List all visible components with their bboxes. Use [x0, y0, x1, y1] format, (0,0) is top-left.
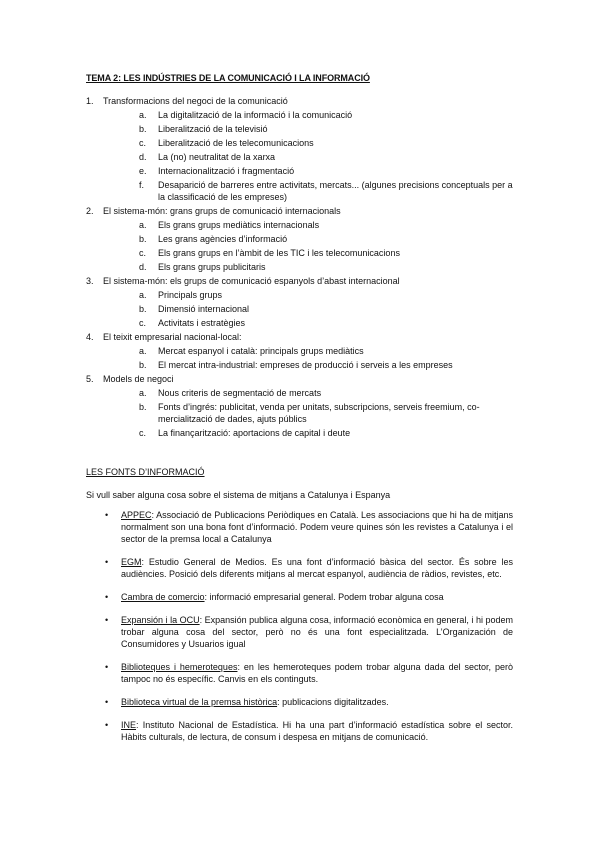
sub-item — [103, 165, 516, 177]
section-intro: Si vull saber alguna cosa sobre el sistema de mitjans a Catalunya i Espanya — [86, 490, 391, 500]
outline-item — [86, 331, 516, 371]
source-name: Cambra de comercio — [121, 592, 205, 602]
sub-letter: f. — [139, 180, 145, 190]
sub-text: Liberalització de les telecomunicacions — [158, 138, 314, 148]
sub-item — [103, 233, 516, 245]
outline-number: 5. — [86, 374, 94, 384]
sub-text: Els grans grups publicitaris — [158, 262, 266, 272]
source-name: Expansión i la OCU — [121, 615, 200, 625]
sub-text: Les grans agències d’informació — [158, 234, 288, 244]
sub-list — [103, 109, 516, 203]
sub-list — [103, 289, 516, 329]
sub-text: La digitalització de la informació i la comunicació — [158, 110, 353, 120]
outline-item — [86, 95, 516, 203]
topic-outline — [86, 95, 516, 441]
sub-text: Nous criteris de segmentació de mercats — [158, 388, 322, 398]
outline-label: El sistema-món: els grups de comunicació espanyols d’abast internacional — [103, 276, 400, 286]
sub-item — [103, 137, 516, 149]
sub-letter: a. — [139, 110, 147, 120]
source-item — [86, 556, 513, 580]
sub-item — [103, 151, 516, 163]
source-description: : publicacions digitalitzades. — [277, 697, 389, 707]
outline-number: 4. — [86, 332, 94, 342]
bullet-icon: • — [105, 510, 109, 520]
sub-text: Mercat espanyol i català: principals grups mediàtics — [158, 346, 364, 356]
sub-letter: b. — [139, 124, 147, 134]
sub-text: La (no) neutralitat de la xarxa — [158, 152, 276, 162]
outline-label: Transformacions del negoci de la comunicació — [103, 96, 288, 106]
source-description: : en les hemeroteques podem trobar alguna dada del sector, però tampoc no és específic. Canvis en els continguts. — [121, 662, 513, 684]
sub-item — [103, 109, 516, 121]
sub-letter: e. — [139, 166, 147, 176]
source-name: INE — [121, 720, 137, 730]
source-item — [86, 661, 513, 685]
source-item — [86, 509, 513, 545]
sub-item — [103, 261, 516, 273]
outline-number: 3. — [86, 276, 94, 286]
sub-item — [103, 317, 516, 329]
outline-item — [86, 205, 516, 273]
sub-item — [103, 401, 516, 425]
section-heading-fonts: LES FONTS D’INFORMACIÓ — [86, 467, 205, 477]
source-item — [86, 719, 513, 743]
sub-text: Liberalització de la televisió — [158, 124, 268, 134]
sub-letter: a. — [139, 346, 147, 356]
sub-item — [103, 219, 516, 231]
sub-item — [103, 247, 516, 259]
bullet-icon: • — [105, 615, 109, 625]
sub-item — [103, 427, 516, 439]
sub-list — [103, 219, 516, 273]
source-description: : Associació de Publicacions Periòdiques en Català. Les associacions que hi ha de mitjans normalment son una bona font d’informació. Podem veure quines són les revistes a Catalunya i el sector de la premsa local a Catalunya — [121, 510, 513, 544]
outline-label: El teixit empresarial nacional-local: — [103, 332, 242, 342]
sub-text: Els grans grups en l’àmbit de les TIC i les telecomunicacions — [158, 248, 400, 258]
sub-text: Els grans grups mediàtics internacionals — [158, 220, 320, 230]
source-name: Biblioteca virtual de la premsa històrica — [121, 697, 278, 707]
sub-text: Desaparició de barreres entre activitats, mercats... (algunes precisions conceptuals per a la classificació de les empreses) — [158, 180, 513, 202]
sub-item — [103, 387, 516, 399]
source-name: APPEC — [121, 510, 152, 520]
sub-text: La finançarització: aportacions de capital i deute — [158, 428, 351, 438]
outline-item — [86, 275, 516, 329]
sub-list — [103, 345, 516, 371]
source-item — [86, 696, 513, 708]
sources-list — [86, 509, 513, 754]
sub-letter: b. — [139, 234, 147, 244]
sub-item — [103, 289, 516, 301]
sub-letter: d. — [139, 152, 147, 162]
source-description: : informació empresarial general. Podem trobar alguna cosa — [204, 592, 444, 602]
source-item — [86, 591, 513, 603]
sub-text: Principals grups — [158, 290, 223, 300]
sub-item — [103, 179, 516, 203]
sub-text: Fonts d’ingrés: publicitat, venda per unitats, subscripcions, serveis freemium, co-mercialització de dades, ajuts públics — [158, 402, 480, 424]
sub-letter: c. — [139, 318, 147, 328]
sub-text: Activitats i estratègies — [158, 318, 246, 328]
sub-letter: c. — [139, 428, 147, 438]
sub-item — [103, 359, 516, 371]
sub-letter: b. — [139, 360, 147, 370]
outline-label: El sistema-món: grans grups de comunicació internacionals — [103, 206, 341, 216]
source-description: : Expansión publica alguna cosa, informació econòmica en general, i hi podem trobar alguna cosa del sector, però no és una font especialitzada. L’Organización de Consumidores y Usuarios igual — [121, 615, 513, 649]
sub-text: El mercat intra-industrial: empreses de producció i serveis a les empreses — [158, 360, 453, 370]
source-name: EGM — [121, 557, 142, 567]
source-item — [86, 614, 513, 650]
outline-number: 2. — [86, 206, 94, 216]
sub-item — [103, 303, 516, 315]
sub-letter: a. — [139, 290, 147, 300]
outline-item — [86, 373, 516, 439]
sub-letter: b. — [139, 402, 147, 412]
bullet-icon: • — [105, 697, 109, 707]
sub-list — [103, 387, 516, 439]
sub-letter: a. — [139, 220, 147, 230]
sub-text: Internacionalització i fragmentació — [158, 166, 295, 176]
sub-text: Dimensió internacional — [158, 304, 250, 314]
source-name: Biblioteques i hemeroteques — [121, 662, 238, 672]
source-description: : Estudio General de Medios. Es una font d’informació bàsica del sector. És sobre les audiències. Posició dels diferents mitjans al mercat espanyol, audiència de ràdios, revistes, etc. — [121, 557, 513, 579]
page-title: TEMA 2: LES INDÚSTRIES DE LA COMUNICACIÓ I LA INFORMACIÓ — [86, 73, 370, 83]
sub-letter: c. — [139, 138, 147, 148]
bullet-icon: • — [105, 720, 109, 730]
source-description: : Instituto Nacional de Estadística. Hi ha una part d’informació estadística sobre el sector. Hàbits culturals, de lectura, de consum i despesa en mitjans de comunicació. — [121, 720, 513, 742]
sub-item — [103, 345, 516, 357]
sub-letter: d. — [139, 262, 147, 272]
outline-number: 1. — [86, 96, 94, 106]
bullet-icon: • — [105, 662, 109, 672]
outline-label: Models de negoci — [103, 374, 174, 384]
bullet-icon: • — [105, 592, 109, 602]
bullet-icon: • — [105, 557, 109, 567]
sub-letter: a. — [139, 388, 147, 398]
sub-letter: b. — [139, 304, 147, 314]
sub-letter: c. — [139, 248, 147, 258]
sub-item — [103, 123, 516, 135]
